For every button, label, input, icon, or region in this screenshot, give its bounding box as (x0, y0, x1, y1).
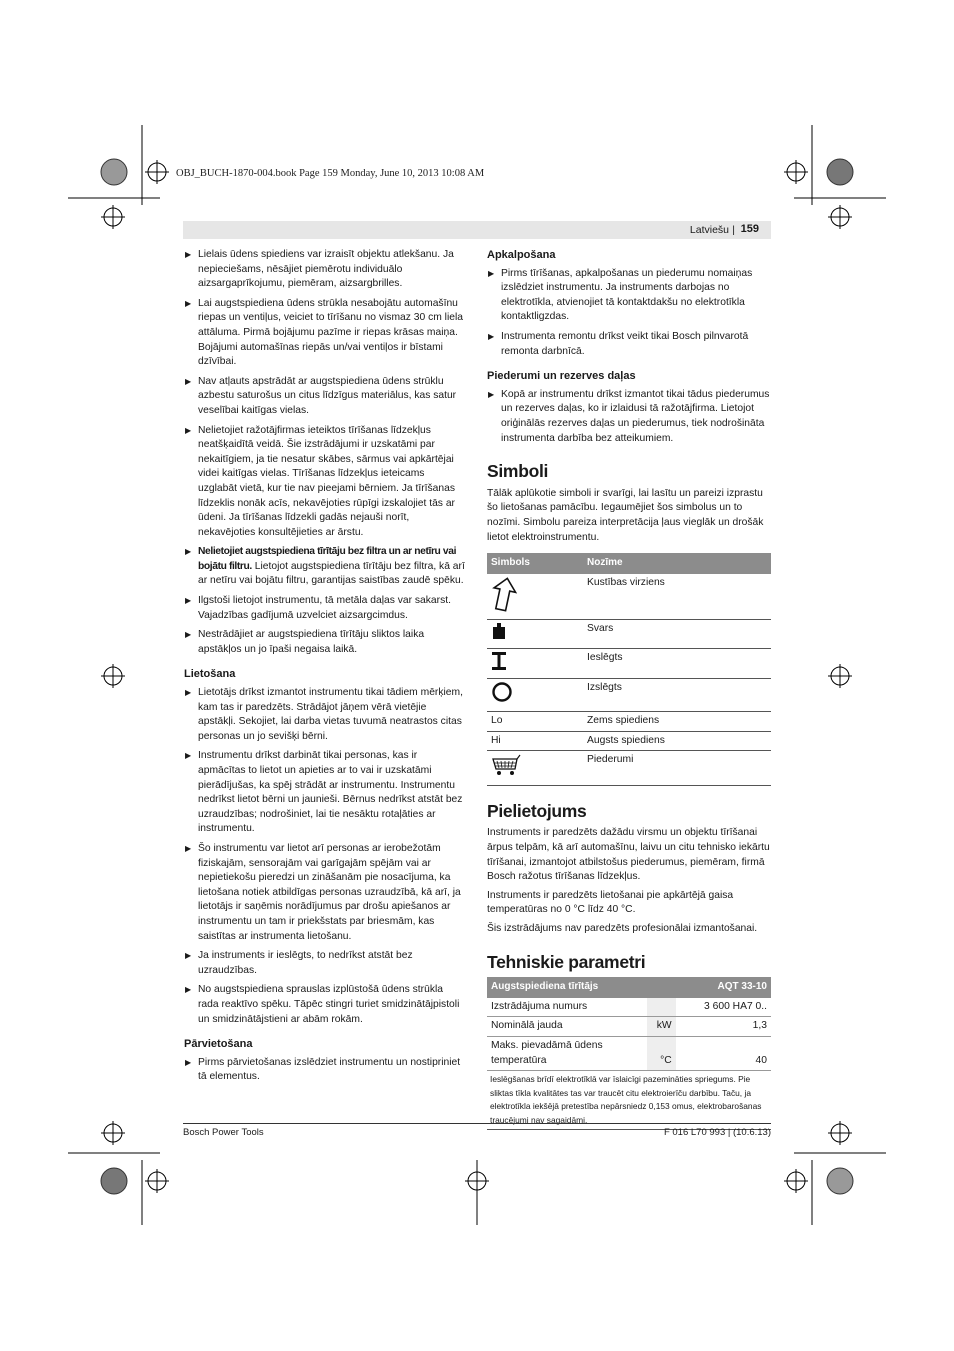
symbol-meaning: Zems spiediens (583, 712, 771, 732)
tech-value: 40 (676, 1036, 771, 1070)
list-item: ▶ Nestrādājiet ar augstspiediena tīrītāju sliktos laika apstākļos un jo īpaši negaisa laikā. (184, 628, 466, 657)
right-column (487, 248, 771, 1130)
heading-simboli: Simboli (487, 461, 549, 482)
header-language: Latviešu (689, 224, 729, 236)
tech-unit: °C (647, 1036, 675, 1070)
page-footer (183, 1123, 771, 1138)
table-row (487, 648, 771, 679)
page-header (183, 221, 771, 239)
paragraph: Instruments ir paredzēts lietošanai pie apkārtējā gaisa temperatūras no 0 °C līdz 40 °C. (487, 889, 734, 916)
heading-pielietojums: Pielietojums (487, 800, 587, 821)
tech-value: 3 600 HA7 0.. (676, 998, 771, 1017)
section-title-piederumi: Piederumi un rezerves daļas (487, 370, 636, 383)
list-item: ▶ Pirms pārvietošanas izslēdziet instrumentu un nostipriniet tā elementus. (184, 1056, 466, 1085)
heading-tehniskie-parametri: Tehniskie parametri (487, 951, 646, 972)
job-line: OBJ_BUCH-1870-004.book Page 159 Monday, June 10, 2013 10:08 AM (176, 168, 485, 179)
paragraph: Instruments ir paredzēts dažādu virsmu un objektu tīrīšanai ārpus telpām, kā arī automašīnu, laivu un citu tehnisko iekārtu tīrīšanai, izmantojot atbilstošus piederumus, piemēram, firmā Bosch ražotus tīrīšanas līdzekļus. (487, 827, 770, 883)
weight-icon (491, 632, 507, 643)
symbol-meaning: Augsts spiediens (583, 731, 771, 751)
symbol-lo: Lo (487, 712, 583, 732)
list-item-filter (184, 545, 466, 589)
list-item: ▶ No augstspiediena sprauslas izplūstošā ūdens strūkla rada reaktīvo spēku. Tāpēc stingri turiet smidzinātājpistoli un smidzinātājstieni ar abām rokām. (184, 983, 466, 1027)
table-row (487, 1017, 771, 1037)
table-row (487, 620, 771, 649)
list-item: ▶ Lielais ūdens spiediens var izraisīt objektu atlekšanu. Ja nepieciešams, nēsājiet piemērotu individuālo aizsargaprīkojumu, piemēram, aizsargbrilles. (184, 248, 466, 292)
symbol-table-col-symbol: Simbols (487, 553, 583, 574)
table-row (487, 1036, 771, 1070)
power-off-icon (491, 695, 513, 706)
tech-unit (647, 998, 675, 1017)
paragraph: Šis izstrādājums nav paredzēts profesionālai izmantošanai. (487, 923, 758, 934)
table-row (487, 712, 771, 732)
tech-label: Izstrādājuma numurs (487, 998, 647, 1017)
header-separator: | (732, 224, 735, 236)
list-item: ▶ Ja instruments ir ieslēgts, to nedrīkst atstāt bez uzraudzības. (184, 949, 466, 978)
symbol-hi: Hi (487, 731, 583, 751)
section-title-lietosana: Lietošana (184, 668, 236, 681)
list-item: ▶ Lietotājs drīkst izmantot instrumentu tikai tādiem mērķiem, kam tas ir paredzēts. Strādājot jāņem vērā vietējie apstākļi. Sekojiet, lai darba vietas tuvumā neatrastos citas personas un jo sevišķi bērni. (184, 686, 466, 744)
list-item: ▶ Instrumenta remontu drīkst veikt tikai Bosch pilnvarotā remonta darbnīcā. (487, 330, 771, 359)
list-item: ▶ Kopā ar instrumentu drīkst izmantot tikai tādus piederumus un rezerves daļas, ko ir izlaidusi tā ražotājfirma. Lietojot oriģinālās rezerves daļas un piederumus, tiek nodrošināta instrumenta darbība bez atteikumiem. (487, 388, 771, 446)
footer-left: Bosch Power Tools (183, 1127, 264, 1138)
power-on-icon (491, 663, 507, 674)
table-row (487, 751, 771, 786)
section-title-parvietosana: Pārvietošana (184, 1038, 253, 1051)
list-item: ▶ Ilgstoši lietojot instrumentu, tā metāla daļas var sakarst. Vajadzības gadījumā uzvelciet aizsargcimdus. (184, 594, 466, 623)
tech-unit: kW (647, 1017, 675, 1037)
page-number: 159 (740, 223, 759, 235)
arrow-direction-icon (491, 604, 517, 615)
tech-table (487, 977, 771, 1130)
table-row (487, 679, 771, 712)
simboli-text: Tālāk aplūkotie simboli ir svarīgi, lai lasītu un pareizi izprastu šo lietošanas pamācību. Iegaumējiet šos simbolus un to nozīmi. Simbolu pareiza interpretācija ļaus vieglāk un drošāk lietot elektroinstrumentu. (487, 487, 764, 543)
symbol-table-col-meaning: Nozīme (583, 553, 771, 574)
table-row (487, 731, 771, 751)
list-item: ▶ Instrumentu drīkst darbināt tikai personas, kas ir apmācītas to lietot un apieties ar to vai ir uzskatāmi pierādījušas, ka spēj strādāt ar instrumentu. Instrumentu nedrīkst lietot bērni un jaunieši. Bērnus nedrīkst atstāt bez uzraudzības; nodrošiniet, lai tie nesāktu rotaļāties ar instrumentu. (184, 749, 466, 837)
list-item: ▶ Nelietojiet ražotājfirmas ieteiktos tīrīšanas līdzekļus neatšķaidītā veidā. Šie izstrādājumi ir uzskatāmi par nekaitīgiem, ja tie nesatur skābes, sārmus vai apkārtējai videi kaitīgas vielas. Tīrīšanas līdzekļus ieteicams uzglabāt vietā, kur tie nav pieejami bērniem. Ja tīrīšanas līdzeklis nonāk acīs, nekavējoties rūpīgi izskalojiet tās ar ūdeni. Ja tīrīšanas līdzekli gadās nejauši norīt, nekavējoties konsultējieties ar ārstu. (184, 424, 466, 541)
footer-right: F 016 L70 993 | (10.6.13) (663, 1127, 771, 1138)
symbol-meaning: Svars (583, 620, 771, 649)
tech-value: 1,3 (676, 1017, 771, 1037)
symbol-table (487, 553, 771, 786)
list-item: ▶ Nav atļauts apstrādāt ar augstspiediena ūdens strūklu azbestu saturošus un citus līdzīgus materiālus, kas satur veselībai kaitīgas vielas. (184, 375, 466, 419)
list-item: ▶ Šo instrumentu var lietot arī personas ar ierobežotām fiziskajām, sensorajām vai garīgajām spējām vai ar nepietiekošu pieredzi un zināšanām pie nosacījuma, ka lietošana notiek atbildīgas personas uzraudzībā, kā arī, ja lietotājs ir saņēmis norādījumus par drošu apiešanos ar instrumentu un tam ir priekšstats par briesmām, kas saistītas ar instrumenta lietošanu. (184, 842, 466, 944)
list-item: ▶ Lai augstspiediena ūdens strūkla nesabojātu automašīnu riepas un ventiļus, veiciet to tīrīšanu no vismaz 30 cm liela attāluma. Pirmā bojājumu pazīme ir riepas krāsas maiņa. Bojājumi automašīnas riepās un/vai ventiļos ir bīstami dzīvībai. (184, 297, 466, 370)
symbol-meaning: Kustības virziens (583, 574, 771, 620)
table-row (487, 574, 771, 620)
tech-note: Ieslēgšanas brīdī elektrotīklā var īslaicīgi pazemināties spriegums. Pie sliktas tīkla kvalitātes tas var traucēt citu elektroierīču darbību. Taču, ja elektrotīkla iekšējā pretestība nepārsniedz 0,153 omus, elektrobarošanas traucējumi nav sagaidāmi. (487, 1071, 771, 1130)
left-column (184, 248, 466, 1090)
symbol-meaning: Izslēgts (583, 679, 771, 712)
tech-head-model: AQT 33-10 (676, 977, 771, 998)
symbol-meaning: Ieslēgts (583, 648, 771, 679)
filter-rest-text: Lietojot augstspiediena tīrītāju bez filtra, kā arī ar netīru vai bojātu filtru, garantijas saistības zaudē spēku. (198, 560, 465, 587)
section-title-apkalposana: Apkalpošana (487, 249, 556, 261)
symbol-meaning: Piederumi (583, 751, 771, 786)
tech-label: Nominālā jauda (487, 1017, 647, 1037)
tech-head-label: Augstspiediena tīrītājs (487, 977, 676, 998)
accessories-cart-icon (491, 769, 521, 780)
filter-bold-text: Nelietojiet augstspiediena tīrītāju bez filtra un ar netīru vai bojātu filtru. (198, 546, 457, 572)
table-row (487, 998, 771, 1017)
tech-label: Maks. pievadāmā ūdens temperatūra (487, 1036, 647, 1070)
list-item: ▶ Pirms tīrīšanas, apkalpošanas un piederumu nomaiņas izslēdziet instrumentu. Ja instruments darbojas no elektrotīkla, atvienojiet tā kontaktdakšu no elektrotīkla kontaktligzdas. (487, 267, 771, 325)
